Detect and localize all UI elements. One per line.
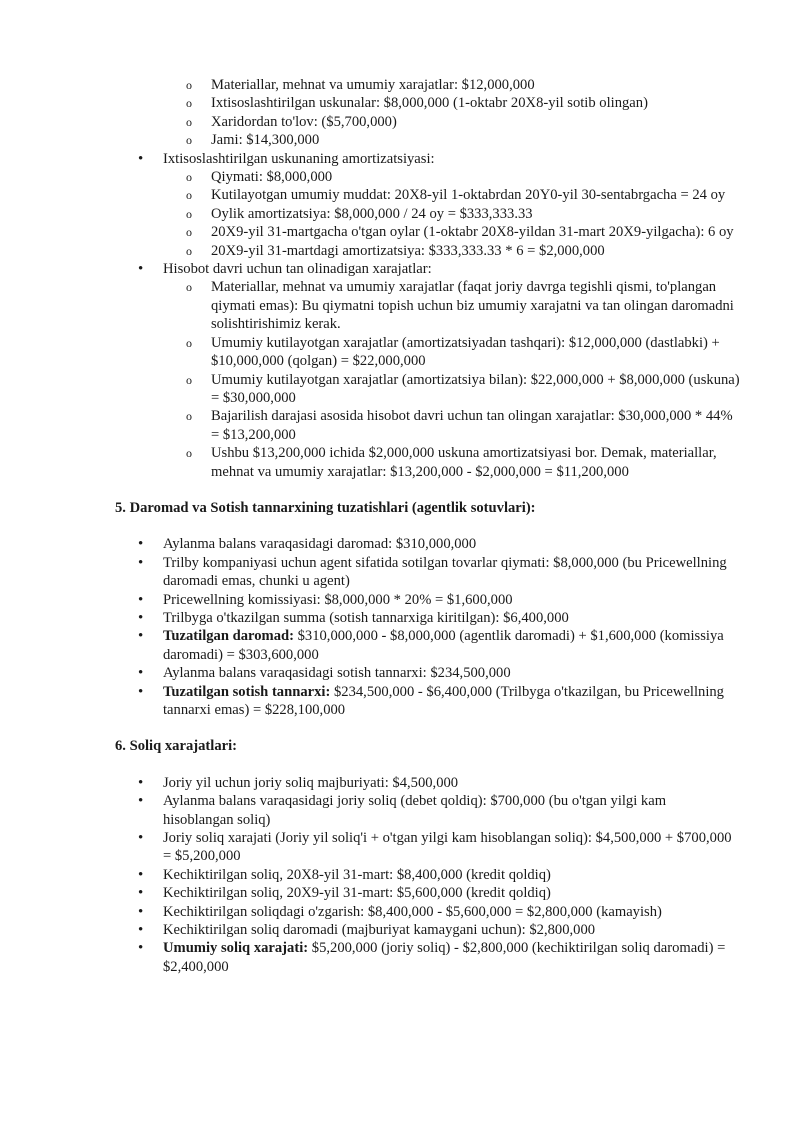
list-item: o 20X9-yil 31-martdagi amortizatsiya: $333,333.33 * 6 = $2,000,000 [186, 242, 605, 259]
sublist-depreciation [0, 168, 800, 260]
list-item: o Ushbu $13,200,000 ichida $2,000,000 uskuna amortizatsiyasi bor. Demak, materiallar, mehnat va umumiy xarajatlar: $13,200,000 - $2,000,000 = $11,200,000 [186, 445, 717, 480]
list-item: • Ixtisoslashtirilgan uskunaning amortizatsiyasi: [138, 150, 435, 167]
section-5-list [0, 535, 800, 719]
list-item: o Ixtisoslashtirilgan uskunalar: $8,000,000 (1-oktabr 20X8-yil sotib olingan) [186, 95, 648, 112]
list-item: • Trilbyga o'tkazilgan summa (sotish tannarxiga kiritilgan): $6,400,000 [138, 609, 569, 626]
list-item: • Joriy soliq xarajati (Joriy yil soliq'i + o'tgan yilgi kam hisoblangan soliq): $4,500,000 + $700,000 = $5,200,000 [138, 830, 732, 865]
list-item: • Trilby kompaniyasi uchun agent sifatida sotilgan tovarlar qiymati: $8,000,000 (bu Pricewellning daromadi emas, chunki u agent) [138, 554, 727, 590]
list-item: • Kechiktirilgan soliq, 20X8-yil 31-mart: $8,400,000 (kredit qoldiq) [138, 866, 551, 883]
list-item: • Hisobot davri uchun tan olinadigan xarajatlar: [138, 261, 432, 278]
list-item: o Qiymati: $8,000,000 [186, 169, 333, 186]
list-item: o Bajarilish darajasi asosida hisobot davri uchun tan olingan xarajatlar: $30,000,000 * 44% = $13,200,000 [186, 408, 733, 443]
top-section [0, 0, 800, 481]
list-depreciation [0, 150, 800, 168]
list-item: • Kechiktirilgan soliqdagi o'zgarish: $8,400,000 - $5,600,000 = $2,800,000 (kamayish) [138, 903, 662, 920]
list-item: o Kutilayotgan umumiy muddat: 20X8-yil 1-oktabrdan 20Y0-yil 30-sentabrgacha = 24 oy [186, 187, 726, 204]
list-item: o 20X9-yil 31-martgacha o'tgan oylar (1-oktabr 20X8-yildan 31-mart 20X9-yilgacha): 6 oy [186, 224, 734, 241]
list-period-expenses [0, 260, 800, 278]
list-item: • Aylanma balans varaqasidagi joriy soliq (debet qoldiq): $700,000 (bu o'tgan yilgi kam hisoblangan soliq) [138, 793, 667, 828]
list-item: o Umumiy kutilayotgan xarajatlar (amortizatsiya bilan): $22,000,000 + $8,000,000 (uskuna) = $30,000,000 [186, 371, 740, 406]
section-6-list [0, 774, 800, 976]
list-item: • Tuzatilgan daromad: $310,000,000 - $8,000,000 (agentlik daromadi) + $1,600,000 (komissiya daromadi) = $303,600,000 [138, 628, 724, 663]
list-item: • Aylanma balans varaqasidagi sotish tannarxi: $234,500,000 [138, 665, 511, 682]
list-item: • Aylanma balans varaqasidagi daromad: $310,000,000 [138, 536, 477, 553]
sublist-costs [0, 76, 800, 150]
list-item: o Materiallar, mehnat va umumiy xarajatlar (faqat joriy davrga tegishli qismi, to'plangan qiymati emas): Bu qiymatni topish uchun biz umumiy xarajatni va tan olingan daromadni solishtirishimiz kerak. [186, 279, 734, 333]
section-5-heading: 5. Daromad va Sotish tannarxining tuzatishlari (agentlik sotuvlari): [115, 499, 536, 516]
list-item: o Materiallar, mehnat va umumiy xarajatlar: $12,000,000 [186, 77, 535, 93]
list-item: • Kechiktirilgan soliq daromadi (majburiyat kamaygani uchun): $2,800,000 [138, 922, 596, 939]
section-6-heading: 6. Soliq xarajatlari: [115, 738, 238, 755]
list-item: • Kechiktirilgan soliq, 20X9-yil 31-mart: $5,600,000 (kredit qoldiq) [138, 885, 551, 902]
list-item: o Jami: $14,300,000 [186, 132, 320, 149]
list-item: • Pricewellning komissiyasi: $8,000,000 * 20% = $1,600,000 [138, 591, 513, 608]
list-item: o Umumiy kutilayotgan xarajatlar (amortizatsiyadan tashqari): $12,000,000 (dastlabki) + $10,000,000 (qolgan) = $22,000,000 [186, 334, 720, 370]
list-item: o Xaridordan to'lov: ($5,700,000) [186, 113, 397, 130]
list-item: • Joriy yil uchun joriy soliq majburiyati: $4,500,000 [138, 774, 459, 791]
list-item: o Oylik amortizatsiya: $8,000,000 / 24 oy = $333,333.33 [186, 205, 533, 222]
list-item: • Umumiy soliq xarajati: $5,200,000 (joriy soliq) - $2,800,000 (kechiktirilgan soliq daromadi) = $2,400,000 [138, 940, 726, 975]
list-item: • Tuzatilgan sotish tannarxi: $234,500,000 - $6,400,000 (Trilbyga o'tkazilgan, bu Pricewellning tannarxi emas) = $228,100,000 [138, 683, 724, 718]
sublist-period-expenses [0, 278, 800, 480]
